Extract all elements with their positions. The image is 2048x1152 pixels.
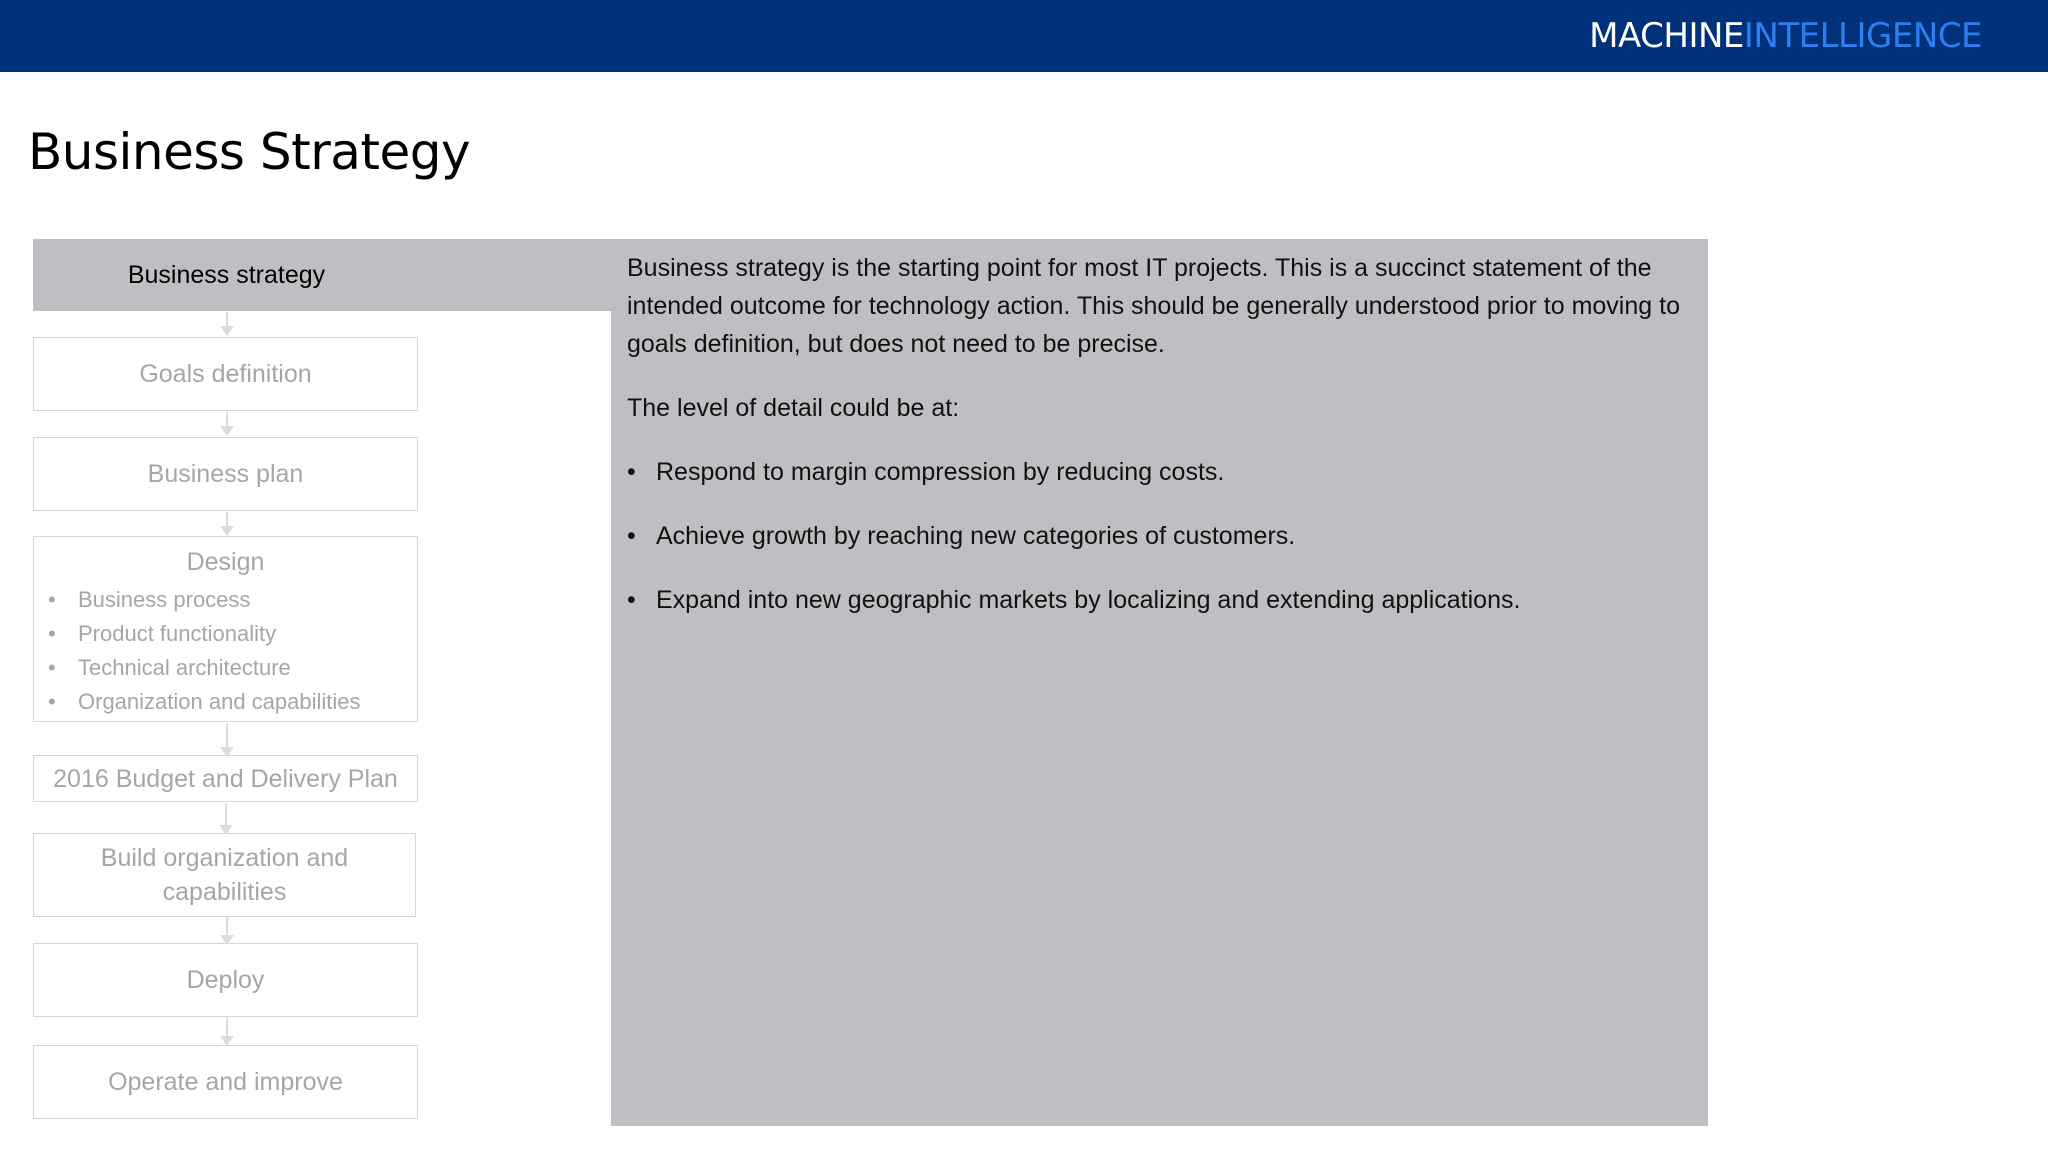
step-deploy[interactable] (33, 943, 418, 1017)
design-bullet: • Organization and capabilities (34, 685, 417, 719)
step-label: 2016 Budget and Delivery Plan (53, 764, 398, 793)
design-bullet: • Product functionality (34, 617, 417, 651)
step-build-organization[interactable] (33, 833, 416, 917)
flow-arrow (225, 803, 227, 833)
step-operate-improve[interactable] (33, 1045, 418, 1119)
flow-arrow (226, 512, 228, 534)
step-business-strategy[interactable]: Business strategy (127, 260, 326, 289)
step-label: Business plan (147, 460, 304, 488)
detail-bullet-list (627, 453, 1682, 619)
detail-intro-paragraph: Business strategy is the starting point for most IT projects. This is a succinct statement of the intended outcome for technology action. This should be generally understood prior to moving to goals definition, but does not need to be precise. (627, 254, 1680, 358)
detail-level-paragraph: The level of detail could be at: (627, 394, 960, 422)
step-label: Design (186, 548, 265, 576)
brand-word-intelligence: INTELLIGENCE (1743, 16, 1982, 56)
flow-arrow (226, 1017, 228, 1044)
step-design[interactable] (33, 536, 418, 722)
step-label: Goals definition (139, 360, 312, 388)
detail-bullet: • Expand into new geographic markets by localizing and extending applications. (627, 581, 1682, 619)
step-label: Operate and improve (108, 1068, 343, 1096)
flow-arrow (226, 723, 228, 755)
brand-word-machine: MACHINE (1589, 16, 1744, 56)
design-bullet: • Business process (34, 583, 417, 617)
detail-bullet: • Achieve growth by reaching new categories of customers. (627, 517, 1682, 555)
flow-arrow (226, 917, 228, 943)
flow-arrow (226, 412, 228, 434)
step-label: Build organization and capabilities (100, 844, 349, 906)
design-bullet-list (34, 583, 417, 719)
brand-logo (1589, 16, 1982, 56)
flow-arrow (226, 312, 228, 334)
design-bullet: • Technical architecture (34, 651, 417, 685)
detail-panel (611, 239, 1708, 1126)
header-bar (0, 0, 2048, 72)
step-budget-delivery-plan[interactable] (33, 755, 418, 802)
step-goals-definition[interactable] (33, 337, 418, 411)
detail-bullet: • Respond to margin compression by reducing costs. (627, 453, 1682, 491)
page-title: Business Strategy (28, 123, 471, 181)
step-business-plan[interactable] (33, 437, 418, 511)
step-label: Deploy (186, 966, 265, 994)
